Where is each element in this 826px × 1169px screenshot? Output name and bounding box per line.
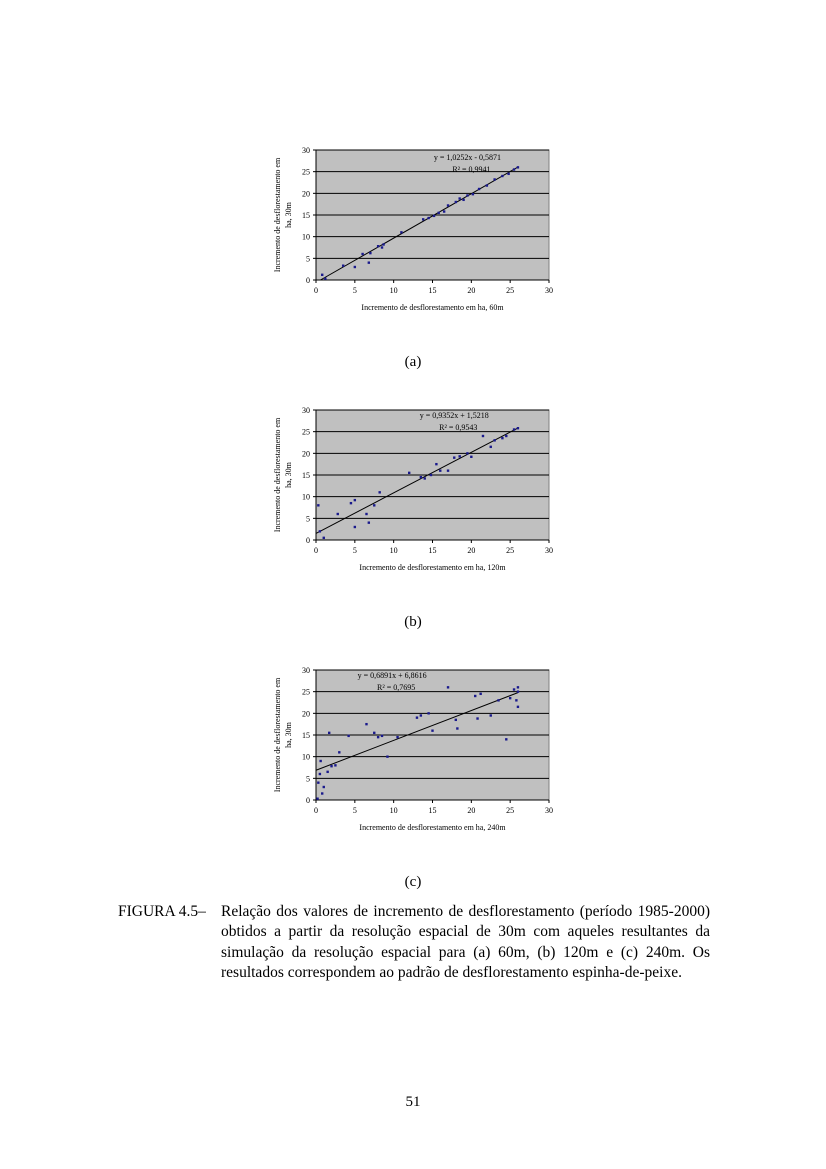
data-point — [517, 427, 519, 429]
data-point — [462, 199, 464, 201]
y-axis-label-line1: Incremento de desflorestamento em — [273, 157, 282, 273]
data-point — [513, 168, 515, 170]
scatter-chart-a — [268, 142, 568, 322]
data-point — [347, 735, 349, 737]
y-tick-label: 20 — [302, 189, 310, 199]
data-point — [493, 178, 495, 180]
data-point — [447, 204, 449, 206]
data-point — [321, 274, 323, 276]
y-tick-label: 0 — [306, 796, 310, 805]
x-tick-label: 5 — [352, 286, 357, 295]
data-point — [517, 686, 519, 688]
data-point — [337, 513, 339, 515]
r-squared-label: R² = 0,9941 — [452, 165, 491, 174]
data-point — [479, 693, 481, 695]
data-point — [458, 455, 460, 457]
data-point — [493, 439, 495, 441]
y-tick-label: 15 — [302, 731, 310, 740]
data-point — [420, 476, 422, 478]
data-point — [381, 246, 383, 248]
data-point — [324, 278, 326, 280]
x-tick-label: 30 — [545, 546, 553, 555]
data-point — [326, 771, 328, 773]
data-point — [416, 716, 418, 718]
x-tick-label: 10 — [389, 286, 398, 295]
y-tick-label: 5 — [306, 254, 310, 264]
data-point — [386, 755, 388, 757]
data-point — [447, 469, 449, 471]
data-point — [378, 491, 380, 493]
data-point — [354, 526, 356, 528]
data-point — [350, 502, 352, 504]
data-point — [443, 210, 445, 212]
y-axis-label-line2: ha, 30m — [284, 722, 293, 748]
x-tick-label: 0 — [314, 546, 318, 555]
data-point — [368, 261, 370, 263]
y-tick-label: 25 — [302, 167, 310, 177]
y-axis-label-line1: Incremento de desflorestamento em — [273, 677, 282, 793]
x-tick-label: 15 — [428, 286, 437, 295]
x-tick-label: 20 — [467, 546, 476, 555]
data-point — [427, 712, 429, 714]
chart-svg-c — [268, 662, 568, 842]
data-point — [507, 173, 509, 175]
y-tick-label: 30 — [302, 406, 310, 415]
chart-svg-b — [268, 402, 568, 582]
data-point — [328, 732, 330, 734]
subfigure-label-a: (a) — [404, 354, 422, 370]
data-point — [334, 764, 336, 766]
x-tick-label: 20 — [467, 806, 476, 815]
data-point — [486, 184, 488, 186]
x-tick-label: 5 — [352, 546, 357, 555]
data-point — [377, 736, 379, 738]
data-point — [482, 435, 484, 437]
scatter-chart-c — [268, 662, 568, 842]
data-point — [323, 537, 325, 539]
data-point — [381, 735, 383, 737]
data-point — [515, 699, 517, 701]
data-point — [369, 252, 371, 254]
data-point — [453, 456, 455, 458]
data-point — [517, 166, 519, 168]
x-axis-label: Incremento de desflorestamento em ha, 120m — [359, 563, 506, 572]
x-tick-label: 30 — [545, 806, 553, 815]
data-point — [466, 452, 468, 454]
figure-caption — [118, 902, 710, 983]
data-point — [517, 706, 519, 708]
x-tick-label: 25 — [506, 286, 515, 295]
data-point — [455, 719, 457, 721]
data-point — [505, 738, 507, 740]
y-axis-label-line2: ha, 30m — [284, 462, 293, 488]
y-tick-label: 25 — [302, 687, 310, 697]
r-squared-label: R² = 0,7695 — [376, 683, 416, 692]
y-axis-label-line1: Incremento de desflorestamento em — [273, 417, 282, 533]
y-tick-label: 15 — [302, 211, 310, 220]
page-number: 51 — [405, 1094, 421, 1110]
trendline-equation: y = 0,9352x + 1,5218 — [419, 411, 489, 420]
x-tick-label: 20 — [467, 286, 476, 295]
data-point — [427, 217, 429, 219]
figure-caption-text: Relação dos valores de incremento de desflorestamento (período 1985-2000) obtidos a partir da resolução espacial de 30m com aqueles resultantes da simulação da resolução espacial para (a) 60m, (b) 120m e (c) 240m. Os resultados correspondem ao padrão de desflorestamento espinha-de-peixe. — [221, 903, 710, 981]
subfigure-label-c: (c) — [404, 874, 422, 890]
data-point — [505, 435, 507, 437]
y-tick-label: 30 — [302, 666, 310, 675]
x-tick-label: 5 — [352, 806, 357, 815]
data-point — [317, 504, 319, 506]
data-point — [433, 215, 435, 217]
data-point — [319, 760, 321, 762]
data-point — [373, 732, 375, 734]
y-tick-label: 0 — [306, 276, 310, 285]
data-point — [422, 218, 424, 220]
data-point — [431, 729, 433, 731]
data-point — [319, 773, 321, 775]
data-point — [377, 245, 379, 247]
data-point — [513, 688, 515, 690]
chart-svg-a — [268, 142, 568, 322]
x-tick-label: 10 — [389, 546, 398, 555]
data-point — [490, 446, 492, 448]
trendline-equation: y = 1,0252x - 0,5871 — [433, 153, 502, 162]
y-tick-label: 30 — [302, 146, 310, 155]
data-point — [430, 474, 432, 476]
data-point — [342, 265, 344, 267]
data-point — [373, 504, 375, 506]
data-point — [338, 751, 340, 753]
y-tick-label: 20 — [302, 709, 310, 719]
x-axis-label: Incremento de desflorestamento em ha, 60m — [361, 303, 504, 312]
data-point — [316, 798, 318, 800]
data-point — [330, 765, 332, 767]
data-point — [420, 714, 422, 716]
data-point — [517, 690, 519, 692]
data-point — [365, 513, 367, 515]
data-point — [424, 477, 426, 479]
data-point — [466, 194, 468, 196]
scatter-chart-b — [268, 402, 568, 582]
data-point — [365, 723, 367, 725]
r-squared-label: R² = 0,9543 — [439, 423, 478, 432]
data-point — [354, 266, 356, 268]
y-tick-label: 15 — [302, 471, 310, 480]
data-point — [474, 695, 476, 697]
data-point — [501, 437, 503, 439]
x-tick-label: 0 — [314, 806, 318, 815]
data-point — [455, 201, 457, 203]
y-tick-label: 10 — [302, 492, 310, 502]
y-tick-label: 0 — [306, 536, 310, 545]
data-point — [323, 786, 325, 788]
data-point — [497, 699, 499, 701]
x-tick-label: 25 — [506, 806, 515, 815]
data-point — [400, 231, 402, 233]
y-tick-label: 5 — [306, 774, 310, 784]
data-point — [513, 428, 515, 430]
data-point — [408, 472, 410, 474]
subfigure-label-b: (b) — [404, 614, 422, 630]
data-point — [319, 530, 321, 532]
trendline-equation: y = 0,6891x + 6,8616 — [357, 671, 427, 680]
data-point — [509, 697, 511, 699]
x-tick-label: 25 — [506, 546, 515, 555]
data-point — [447, 686, 449, 688]
data-point — [321, 792, 323, 794]
data-point — [382, 243, 384, 245]
x-tick-label: 10 — [389, 806, 398, 815]
data-point — [501, 175, 503, 177]
data-point — [439, 469, 441, 471]
data-point — [490, 714, 492, 716]
data-point — [368, 521, 370, 523]
y-axis-label-line2: ha, 30m — [284, 202, 293, 228]
data-point — [317, 781, 319, 783]
x-tick-label: 15 — [428, 806, 437, 815]
x-axis-label: Incremento de desflorestamento em ha, 240m — [359, 823, 506, 832]
figure-caption-label: FIGURA 4.5– — [118, 903, 206, 920]
x-tick-label: 30 — [545, 286, 553, 295]
x-tick-label: 15 — [428, 546, 437, 555]
y-tick-label: 20 — [302, 449, 310, 459]
y-tick-label: 5 — [306, 514, 310, 524]
y-tick-label: 25 — [302, 427, 310, 437]
data-point — [354, 499, 356, 501]
data-point — [438, 212, 440, 214]
data-point — [470, 456, 472, 458]
data-point — [396, 736, 398, 738]
data-point — [478, 188, 480, 190]
y-tick-label: 10 — [302, 232, 310, 242]
data-point — [476, 717, 478, 719]
x-tick-label: 0 — [314, 286, 318, 295]
data-point — [435, 463, 437, 465]
data-point — [361, 253, 363, 255]
data-point — [456, 727, 458, 729]
data-point — [472, 193, 474, 195]
y-tick-label: 10 — [302, 752, 310, 762]
data-point — [458, 197, 460, 199]
